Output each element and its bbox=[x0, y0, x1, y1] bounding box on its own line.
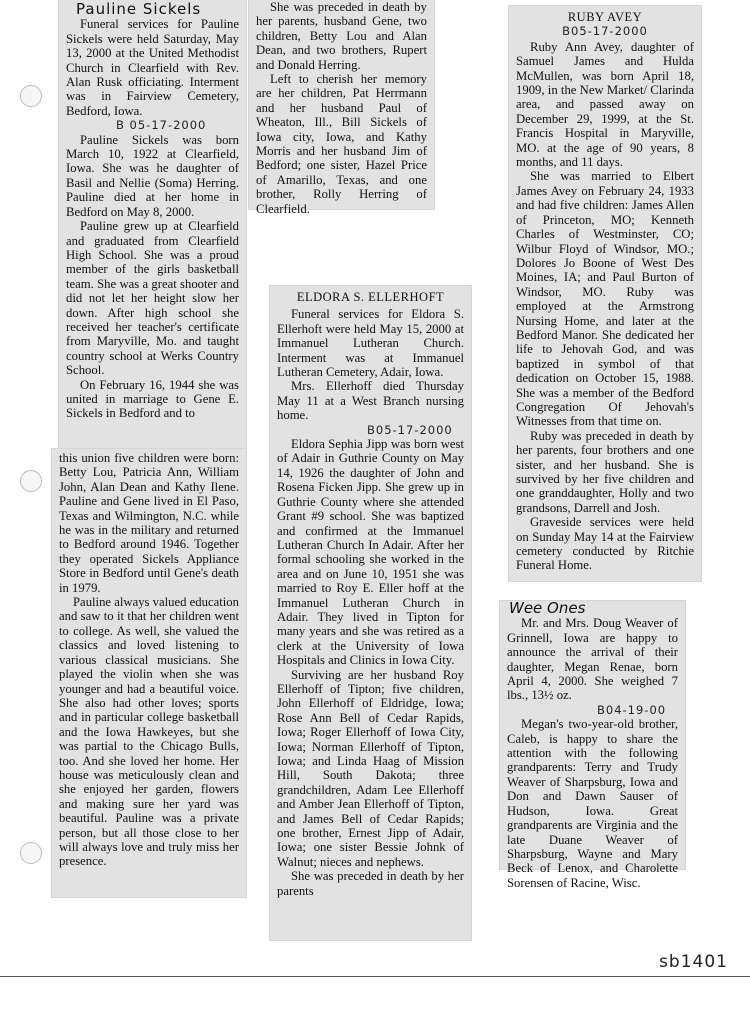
ruby-paragraph-4: Graveside services were held on Sunday May 14 at the Fairview cemetery conducted by Ritchie Funeral Home. bbox=[516, 515, 694, 573]
wee-ones-paragraph-1: Mr. and Mrs. Doug Weaver of Grinnell, Iowa are happy to announce the arrival of their daughter, Megan Renae, born April 4, 2000. She weighed 7 lbs., 13½ oz. bbox=[507, 616, 678, 703]
ruby-handwritten-date: B05-17-2000 bbox=[562, 24, 648, 39]
eldora-handwritten-date: B05-17-2000 bbox=[367, 422, 453, 437]
binder-hole-bottom bbox=[20, 842, 42, 864]
wee-ones-title: Wee Ones bbox=[509, 599, 586, 617]
binder-hole-middle bbox=[20, 470, 42, 492]
pauline-handwritten-date: B 05-17-2000 bbox=[116, 118, 207, 133]
eldora-paragraph-1: Funeral services for Eldora S. Ellerhoft were held May 15, 2000 at Immanuel Lutheran Church. Interment was at Immanuel Lutheran Cemetery, Adair, Iowa. bbox=[277, 307, 464, 380]
clipping-eldora-ellerhoft bbox=[270, 286, 471, 940]
pauline-paragraph-6: Pauline always valued education and saw to it that her children went to college. As well, she valued the classics and loved listening to various classical musicians. She played the violin when she was younger and had a beautiful voice. She also had other loves; sports and in particular college basketball and the Iowa Hawkeyes, but she was partial to the Chicago Bulls, too. And she loved her home. Her house was meticulously clean and she enjoyed her garden, flowers and making sure her yard was beautiful. Pauline was a private person, but all those close to her will always love and truly miss her presence. bbox=[59, 595, 239, 869]
ruby-paragraph-1: Ruby Ann Avey, daughter of Samuel James and Hulda McMullen, was born April 18, 1909, in the New Market/ Clarinda area, and passed away on December 29, 1999, at the St. Francis Hospital in Maryville, MO. at the age of 90 years, 8 months, and 11 days. bbox=[516, 39, 694, 170]
eldora-title: ELDORA S. ELLERHOFT bbox=[296, 290, 445, 304]
clipping-ruby-avey bbox=[509, 6, 701, 581]
eldora-paragraph-2: Mrs. Ellerhoff died Thursday May 11 at a West Branch nursing home. bbox=[277, 379, 464, 423]
clipping-wee-ones bbox=[500, 599, 685, 890]
pauline-paragraph-5: this union five children were born: Betty Lou, Patricia Ann, William John, Alan Dean and Kathy Ilene. Pauline and Gene lived in El Paso, Texas and Wilmington, N.C. while he was in the military and returned to Bedford around 1946. Together they operated Sickels Appliance Store in Bedford until Gene's death in 1979. bbox=[59, 451, 239, 595]
wee-ones-paragraph-2: Megan's two-year-old brother, Caleb, is happy to share the attention with the following grandparents: Terry and Trudy Weaver of Sharpsburg, Iowa and Don and Dawn Sauser of Hudson, Iowa. Great grandparents are Virginia and the late Duane Weaver of Sharpsburg, Wayne and Mary Beck of Lenox, and Charolette Sorensen of Racine, Wisc. bbox=[507, 717, 678, 890]
eldora-paragraph-4: Surviving are her husband Roy Ellerhoff of Tipton; five children, John Ellerhoff of Eldridge, Iowa; Rose Ann Bell of Cedar Rapids, Iowa; Roger Ellerhoff of Iowa City, Iowa; Norman Ellerhoff of Tipton, Iowa; and Linda Haag of Mission Hill, South Dakota; three grandchildren, Adam Lee Ellerhoff and Amber Jean Ellerhoff of Tipton, and James Bell of Cedar Rapids; one brother, Ernest Jipp of Adair, Iowa; one sister Bessie Johnk of Walnut; nieces and nephews. bbox=[277, 667, 464, 869]
pauline-continued-paragraph-1: She was preceded in death by her parents, husband Gene, two children, Betty Lou and Alan Dean, and two brothers, Rupert and Donald Herring. bbox=[256, 0, 427, 72]
ruby-paragraph-3: Ruby was preceded in death by her parents, four brothers and one sister, and her husband. She is survived by her five children and one granddaughter, Holly and two grandsons, Darrell and Josh. bbox=[516, 428, 694, 515]
pauline-paragraph-4: On February 16, 1944 she was united in marriage to Gene E. Sickels in Bedford and to bbox=[66, 377, 239, 421]
ruby-title: RUBY AVEY bbox=[567, 10, 643, 24]
clipping-pauline-sickels-part2 bbox=[52, 449, 246, 897]
ruby-paragraph-2: She was married to Elbert James Avey on February 24, 1933 and had five children: James Allen of Princeton, MO; Kenneth Charles of Westminster, CO; Wilbur Floyd of Windsor, MO.; Dolores Jo Boone of West Des Moines, IA; and Paul Burton of Windsor, MO. Ruby was employed at the Armstrong Nursing Home, and later at the Bedford Manor. She dedicated her life to Jehovah God, and was baptized in symbol of that dedication on October 15, 1988. She was a member of the Bedford Congregation Of Jehovah's Witnesses from that time on. bbox=[516, 169, 694, 429]
pauline-paragraph-1: Funeral services for Pauline Sickels were held Saturday, May 13, 2000 at the United Methodist Church in Clearfield with Rev. Alan Rusk officiating. Interment was in Fairview Cemetery, Bedford, Iowa. bbox=[66, 17, 239, 118]
pauline-continued-paragraph-2: Left to cherish her memory are her children, Pat Herrmann and her husband Paul of Wheaton, Ill., Bill Sickels of Iowa city, Iowa, and Kathy Morris and her husband Jim of Bedford; one sister, Hazel Price of Amarillo, Texas, and one brother, Rolly Herring of Clearfield. bbox=[256, 72, 427, 216]
page-identifier: sb1401 bbox=[659, 952, 728, 972]
binder-hole-top bbox=[20, 85, 42, 107]
wee-ones-handwritten-date: B04-19-00 bbox=[597, 702, 667, 717]
clipping-pauline-sickels-continued bbox=[249, 0, 434, 216]
pauline-title: Pauline Sickels bbox=[76, 0, 202, 18]
pauline-paragraph-3: Pauline grew up at Clearfield and graduated from Clearfield High School. She was a proud member of the girls basketball team. She was a great shooter and did not let her height slow her down. After high school she received her teacher's certificate from Maryville, Mo. and taught country school at Werks Country School. bbox=[66, 219, 239, 378]
pauline-paragraph-2: Pauline Sickels was born March 10, 1922 at Clearfield, Iowa. She was he daughter of Basil and Nellie (Soma) Herring. Pauline died at her home in Bedford on May 8, 2000. bbox=[66, 132, 239, 219]
clipping-pauline-sickels-part1 bbox=[59, 0, 246, 448]
eldora-paragraph-3: Eldora Sephia Jipp was born west of Adair in Guthrie County on May 14, 1926 the daughter of John and Rosena Ficken Jipp. She grew up in Guthrie County where she attended Grant #9 school. She was baptized and confirmed at the Immanuel Lutheran Church In Adair. After her formal schooling she worked in the area and on June 10, 1951 she was married to Roy E. Eller hoff at the Immanuel Lutheran Church in Adair. They lived in Tipton for many years and she was retired as a clerk at the University of Iowa Hospitals and Clinics in Iowa City. bbox=[277, 437, 464, 668]
page-bottom-rule bbox=[0, 976, 750, 977]
eldora-paragraph-5: She was preceded in death by her parents bbox=[277, 869, 464, 898]
